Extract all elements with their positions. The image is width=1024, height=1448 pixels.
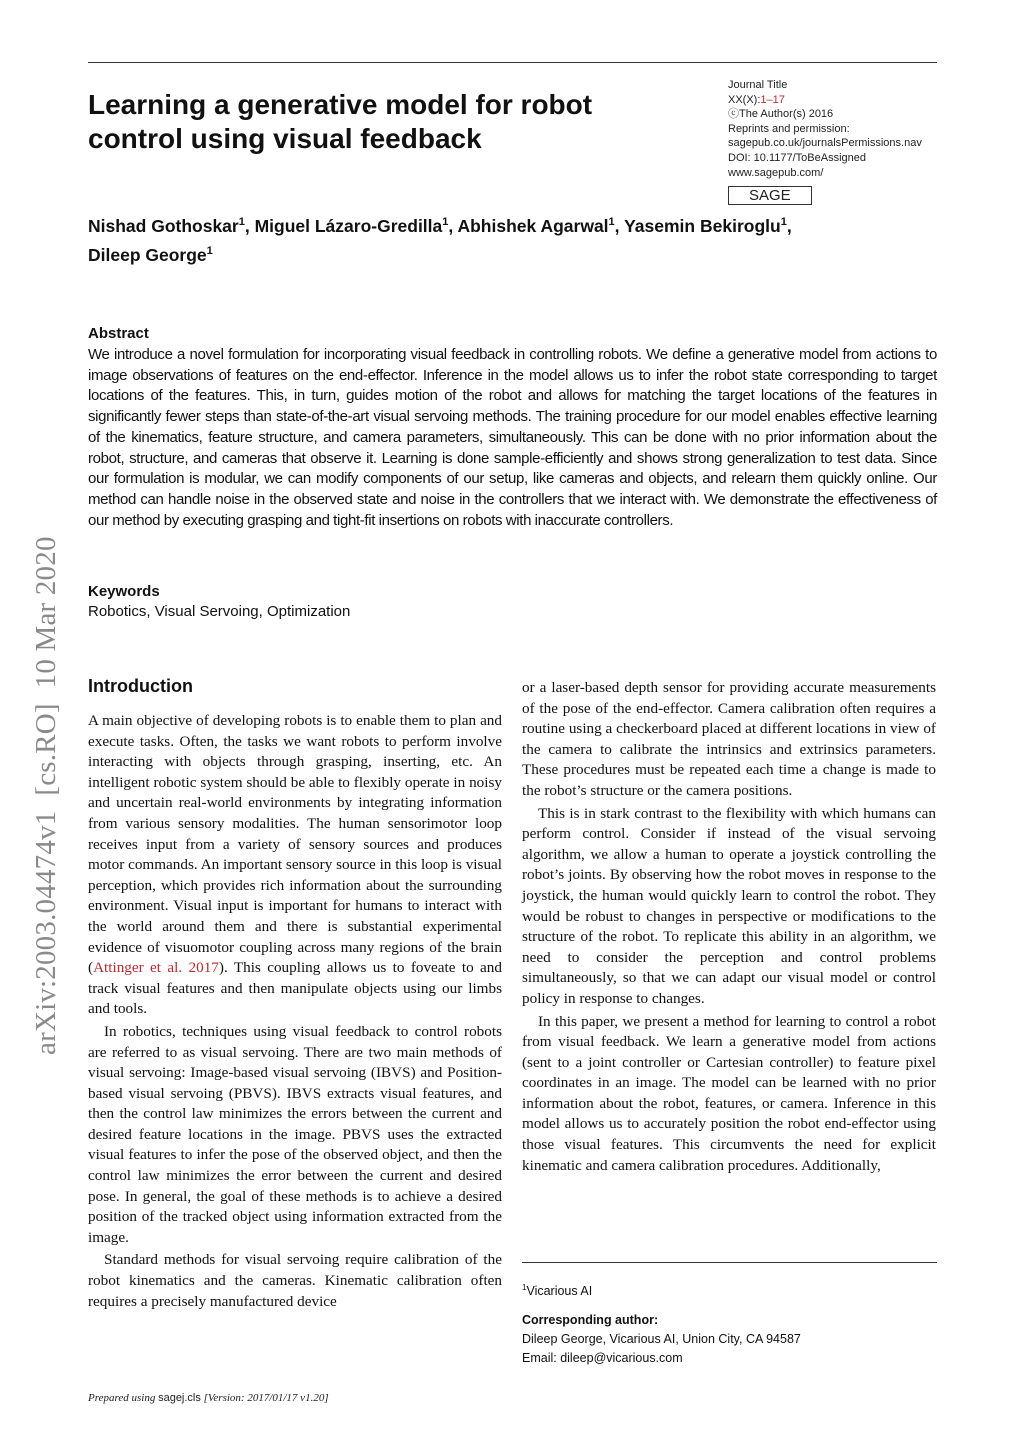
prepared-using-footer [88,1392,329,1404]
affiliation-mark: 1 [238,216,245,228]
reprints-label: Reprints and permission: [728,122,850,135]
citation-link[interactable]: Attinger et al. 2017 [93,959,219,977]
journal-title: Journal Title [728,79,788,91]
affiliation-footnote [522,1278,942,1301]
affiliation-mark: 1 [522,1283,527,1292]
permissions-url: sagepub.co.uk/journalsPermissions.nav [728,137,922,150]
arxiv-stamp: arXiv:2003.04474v1 [cs.RO] 10 Mar 2020 [30,536,62,1055]
author: Yasemin Bekiroglu [624,215,781,236]
right-column [522,678,936,1178]
intro-paragraph-continued: or a laser-based depth sensor for providing accurate measurements of the pose of the end-effector. Camera calibration often requires a routine using a checkerboard placed at different locations in view of the camera to calibrate the intrinsics and extrinsics parameters. These procedures must be repeated each time a change is made to the robot’s structure or the camera positions. [522,679,936,799]
intro-paragraph-4: This is in stark contrast to the flexibility with which humans can perform control. Consider if instead of the visual servoing algorithm, we allow a human to operate a joystick controlling the robot’s joints. By observing how the robot moves in response to the joystick, the human would quickly learn to control the robot. They would be robust to changes in perspective or modifications to the structure of the robot. To replicate this ability in an algorithm, we need to consider the perception and control problems simultaneously, so that we can adapt our visual model or control policy in response to changes. [522,804,936,1007]
affiliation-mark: 1 [780,216,787,228]
doi: DOI: 10.1177/ToBeAssigned [728,151,866,164]
cls-name: sagej.cls [158,1392,201,1404]
author: Abhishek Agarwal [457,215,609,236]
copyright: ⓒThe Author(s) 2016 [728,108,834,121]
keywords-text: Robotics, Visual Servoing, Optimization [88,603,351,620]
corresponding-author-address: Dileep George, Vicarious AI, Union City, CA 94587 [522,1332,801,1347]
left-column [88,711,502,1314]
sage-logo: SAGE [728,186,812,205]
intro-paragraph-3: Standard methods for visual servoing require calibration of the robot kinematics and the cameras. Kinematic calibration often requires a precisely manufactured device [88,1251,502,1310]
affiliation-mark: 1 [206,244,213,257]
intro-paragraph-1 [88,711,502,1020]
paragraph-text: A main objective of developing robots is to enable them to plan and execute tasks. Often, the tasks we want robots to perform involve interacting with objects through grasping, inserting, etc. An intelligent robotic system should be able to flexibly operate in noisy and uncertain real-world environments by integrating information from various sensory modalities. The human sensorimotor loop receives input from a variety of sensory sources and produces motor commands. An important sensory source in this loop is visual perception, which provides rich information about the surrounding environment. Visual input is important for humans to interact with the world around them and there is substantial experimental evidence of visuomotor coupling across many regions of the brain ( [88,712,502,977]
top-rule [88,62,937,63]
footnote-rule [522,1262,937,1263]
version-info: [Version: 2017/01/17 v1.20] [200,1392,329,1404]
paper-title: Learning a generative model for robot control using visual feedback [88,89,593,154]
author: Dileep George [88,244,207,265]
footnotes [522,1278,942,1368]
author: Nishad Gothoskar [88,215,239,236]
affiliation-mark: 1 [608,216,615,228]
page-range-link[interactable]: 1–17 [760,93,785,106]
intro-paragraph-5: In this paper, we present a method for learning to control a robot from visual feedback. We learn a generative model from actions (sent to a joint controller or Cartesian controller) to feature pixel coordinates in an image. The model can be learned with no prior information about the robot, features, or camera. Inference in this model allows us to accurately position the robot end-effector using those visual features. This circumvents the need for explicit kinematic and camera calibration procedures. Additionally, [522,1012,936,1174]
author: Miguel Lázaro-Gredilla [254,215,443,236]
journal-info [728,78,948,205]
affiliation-name: Vicarious AI [526,1284,593,1299]
paragraph-text: ). This coupling allows us to foveate to and track visual features and then manipulate objects using our limbs and tools. [88,959,502,1018]
website: www.sagepub.com/ [728,166,824,179]
prepared-prefix: Prepared using [88,1392,159,1404]
abstract-text: We introduce a novel formulation for incorporating visual feedback in controlling robots. We define a generative model from actions to image observations of features on the end-effector. Inference in the model allows us to infer the robot state corresponding to target locations of the features. This, in turn, guides motion of the robot and allows for matching the target locations of the features in significantly fewer steps than state-of-the-art visual servoing methods. The training procedure for our model enables effective learning of the kinematics, feature structure, and camera parameters, simultaneously. This can be done with no prior information about the robot, structure, and cameras that observe it. Learning is done sample-efficiently and shows strong generalization to test data. Since our formulation is modular, we can modify components of our setup, like cameras and objects, and relearn them quickly online. Our method can handle noise in the observed state and noise in the controllers that we interact with. We demonstrate the effectiveness of our method by executing grasping and tight-fit insertions on robots with inaccurate controllers. [88,346,937,529]
author-list: Nishad Gothoskar$^1$, Miguel Lázaro-Gredilla$^1$, Abhishek Agarwal$^1$, Yasemin Bekiroglu$^1$, Dileep George$^1$ [88,215,792,265]
abstract-heading: Abstract [88,325,149,342]
affiliation-mark: 1 [442,216,449,228]
corresponding-author-email: Email: dileep@vicarious.com [522,1351,683,1366]
corresponding-author-label: Corresponding author: [522,1313,659,1328]
intro-paragraph-2: In robotics, techniques using visual feedback to control robots are referred to as visual servoing. There are two main methods of visual servoing: Image-based visual servoing (IBVS) and Position-based visual servoing (PBVS). IBVS extracts visual features, and then the control law minimizes the errors between the current and desired feature locations in the image. PBVS uses the extracted visual features to infer the pose of the observed object, and then the control law minimizes the error between the current and desired pose. In general, the goal of these methods is to achieve a desired position of the tracked object using information extracted from the image. [88,1022,502,1246]
journal-volume [728,93,948,108]
volume-prefix: XX(X): [728,93,761,106]
section-heading-introduction: Introduction [88,676,193,696]
keywords-heading: Keywords [88,583,160,600]
